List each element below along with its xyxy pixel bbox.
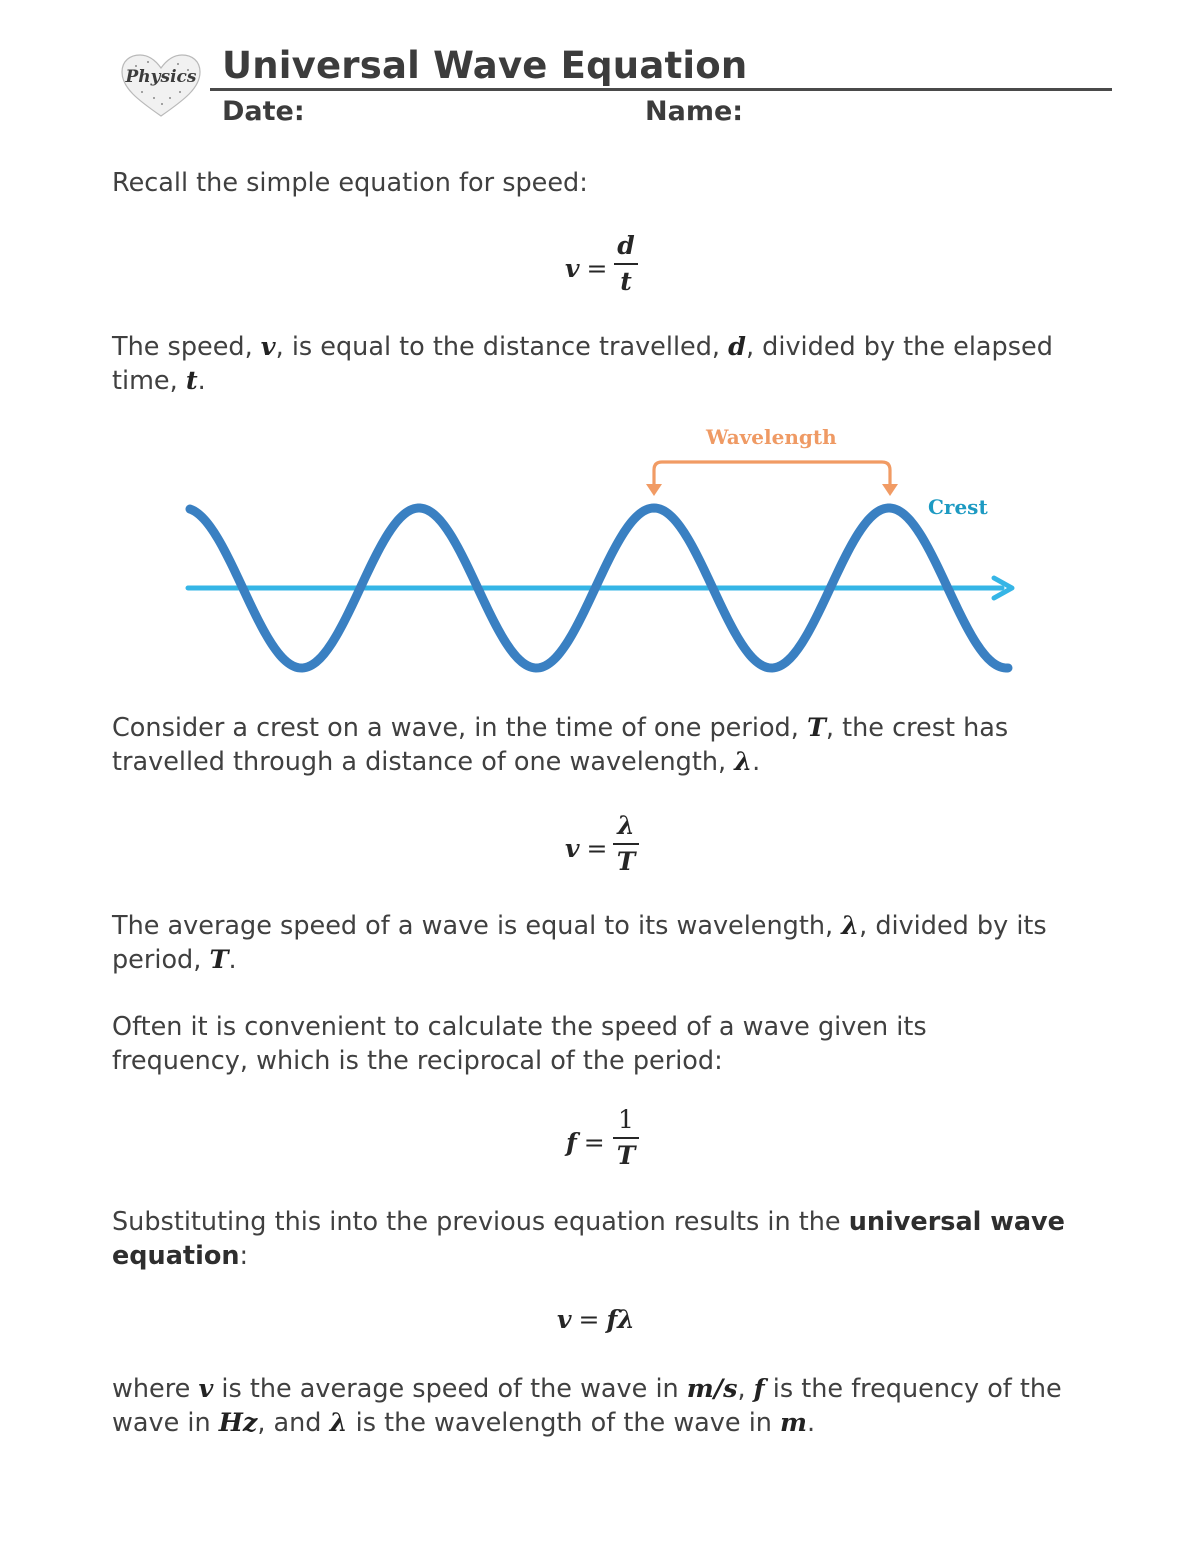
var-lambda: λ — [329, 1408, 348, 1438]
text: , divided by the elapsed time, — [112, 332, 1053, 396]
var-v: v — [260, 332, 276, 362]
var-v: v — [198, 1374, 214, 1404]
text: : — [239, 1241, 249, 1271]
fraction-bar — [614, 263, 638, 265]
text: , the crest has travelled through a distance of one wavelength, — [112, 713, 1009, 777]
eq3-equals: = — [583, 1128, 605, 1157]
var-d: d — [728, 332, 746, 362]
text: . — [197, 366, 206, 396]
text: The average speed of a wave is equal to its wavelength, — [112, 911, 842, 941]
text: is the wavelength of the wave in — [347, 1408, 781, 1438]
equation-wavelength-lhs — [565, 834, 614, 863]
eq1-numerator: d — [617, 231, 635, 260]
var-f: f — [753, 1374, 765, 1404]
equation-frequency-lhs — [566, 1128, 612, 1157]
var-T: T — [806, 713, 826, 743]
recall-intro: Recall the simple equation for speed: — [112, 168, 588, 198]
text: , — [737, 1374, 754, 1404]
eq3-lhs: f — [566, 1128, 577, 1157]
heart-logo-icon — [118, 52, 204, 120]
text: . — [228, 945, 237, 975]
text: , divided by its period, — [112, 911, 1047, 975]
text: . — [807, 1408, 816, 1438]
text: , is equal to the distance travelled, — [275, 332, 729, 362]
universal-wave-equation — [557, 1305, 635, 1334]
crest-paragraph — [112, 711, 1102, 779]
eq4-equals: = — [578, 1305, 600, 1334]
eq4-lhs: v — [557, 1305, 572, 1334]
text: Substituting this into the previous equation results in the — [112, 1207, 849, 1237]
eq3-denominator: T — [616, 1141, 636, 1170]
equation-frequency-fraction — [613, 1105, 639, 1171]
universal-wave-equation-term: universal wave equation — [112, 1207, 1065, 1271]
frequency-paragraph: Often it is convenient to calculate the speed of a wave given its frequency, which is the reciprocal of the period: — [112, 1012, 927, 1076]
var-T: T — [209, 945, 229, 975]
eq1-lhs: v — [565, 254, 580, 283]
date-label: Date: — [222, 96, 305, 127]
eq2-lhs: v — [565, 834, 580, 863]
eq4-rhs: fλ — [606, 1305, 635, 1334]
eq2-numerator: λ — [617, 811, 635, 840]
var-lambda: λ — [841, 911, 860, 941]
wavelength-label: Wavelength — [706, 425, 837, 449]
text: Consider a crest on a wave, in the time of one period, — [112, 713, 807, 743]
var-lambda: λ — [734, 747, 753, 777]
eq1-denominator: t — [620, 267, 632, 296]
eq2-denominator: T — [616, 847, 636, 876]
name-label: Name: — [645, 96, 744, 127]
wave-diagram — [0, 410, 1200, 700]
wave-diagram-svg — [0, 410, 1200, 700]
unit-m: m — [780, 1408, 808, 1438]
speed-definition — [112, 330, 1102, 398]
unit-ms: m/s — [686, 1374, 738, 1404]
bracket-arrow-right — [882, 484, 898, 496]
crest-label: Crest — [928, 495, 988, 519]
eq1-equals: = — [586, 254, 608, 283]
text: is the frequency of the wave in — [112, 1374, 1062, 1438]
text: where — [112, 1374, 199, 1404]
text: The speed, — [112, 332, 261, 362]
logo-text: Physics — [125, 67, 197, 87]
eq3-numerator: 1 — [618, 1105, 634, 1134]
wavelength-bracket — [654, 462, 890, 488]
text: , and — [257, 1408, 330, 1438]
bracket-arrow-left — [646, 484, 662, 496]
average-speed-paragraph — [112, 909, 1102, 977]
substitution-paragraph — [112, 1205, 1102, 1273]
text: is the average speed of the wave in — [213, 1374, 687, 1404]
physics-logo — [118, 52, 204, 120]
header-rule — [210, 88, 1112, 91]
eq2-equals: = — [586, 834, 608, 863]
fraction-bar — [613, 1137, 639, 1139]
page-title: Universal Wave Equation — [222, 44, 748, 87]
unit-hz: Hz — [218, 1408, 258, 1438]
fraction-bar — [613, 843, 639, 845]
var-t: t — [185, 366, 198, 396]
equation-speed-lhs — [565, 254, 614, 283]
text: . — [752, 747, 761, 777]
where-paragraph — [112, 1372, 1102, 1440]
equation-speed-fraction — [614, 231, 638, 297]
equation-wavelength-fraction — [613, 811, 639, 877]
